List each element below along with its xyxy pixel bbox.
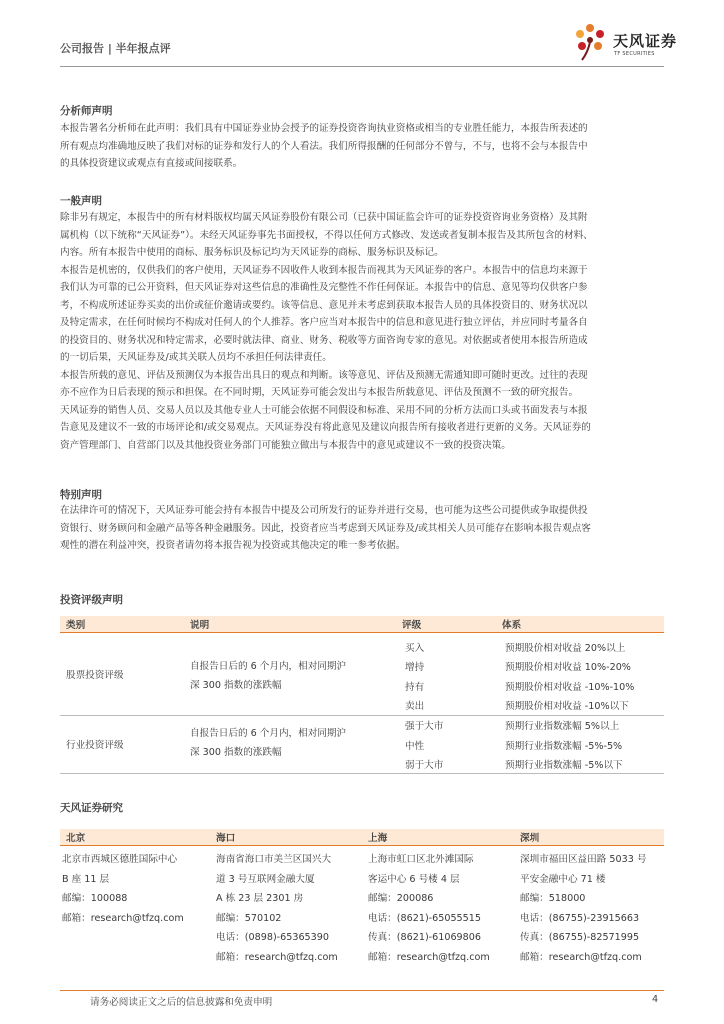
office-line: 平安金融中心 71 楼 [520, 873, 606, 885]
paragraph-line: 本报告所载的意见、评估及预测仅为本报告出具日的观点和判断。该等意见、评估及预测无需通知即可随时更改。过往的表现 [60, 369, 588, 381]
office-shanghai-details [368, 850, 490, 967]
office-line: 邮编：570102 [216, 912, 282, 924]
col-header-rating: 评级 [402, 620, 422, 631]
table-bottom-border [60, 773, 664, 774]
flower-logo-icon [568, 22, 612, 62]
brand-name-en: TF SECURITIES [614, 51, 655, 57]
paragraph-line: 在法律许可的情况下，天风证券可能会持有本报告中提及公司所发行的证券并进行交易，也可能为这些公司提供或争取提供投 [60, 505, 588, 516]
office-line: 传真：(86755)-82571995 [520, 932, 640, 943]
paragraph-line: 及特定需求，在任何时候均不构成对任何人的个人推荐。客户应当对本报告中的信息和意见进行独立评估，并应同时考量各自 [60, 317, 588, 328]
office-line: 客运中心 6 号楼 4 层 [368, 873, 460, 885]
footer-disclaimer: 请务必阅读正文之后的信息披露和免责申明 [90, 997, 273, 1008]
rating-cell: 持有 [405, 682, 425, 693]
office-line: 上海市虹口区北外滩国际 [368, 854, 474, 865]
rating-cell: 卖出 [405, 701, 425, 712]
rating-cell: 增持 [405, 662, 425, 673]
rating-table-header [60, 616, 664, 633]
paragraph-line: 的一切后果，天风证券及/或其关联人员均不承担任何法律责任。 [60, 352, 332, 363]
col-header-category: 类别 [66, 620, 86, 631]
stock-description-line: 深 300 指数的涨跌幅 [190, 680, 282, 691]
special-statement-title: 特别声明 [60, 489, 102, 501]
office-line: 电话：(0898)-65365390 [216, 932, 329, 943]
report-type-title: 公司报告 | 半年报点评 [60, 42, 171, 55]
paragraph-line: 本报告署名分析师在此声明：我们具有中国证券业协会授予的证券投资咨询执业资格或相当的专业胜任能力，本报告所表述的 [60, 123, 588, 134]
office-line: 电话：(8621)-65055515 [368, 912, 481, 924]
rating-statement-title: 投资评级声明 [60, 594, 123, 606]
category-industry: 行业投资评级 [66, 740, 124, 751]
col-header-system: 体系 [502, 620, 522, 631]
office-beijing-details [62, 850, 184, 928]
office-line: 邮箱：research@tfzq.com [520, 951, 642, 963]
industry-description-line: 自报告日后的 6 个月内，相对同期沪 [190, 728, 347, 739]
office-shenzhen-details [520, 850, 646, 967]
rating-cell: 强于大市 [405, 721, 444, 732]
system-cell: 预期行业指数涨幅 -5%-5% [505, 741, 623, 752]
paragraph-line: 内容。所有本报告中使用的商标、服务标识及标记均为天风证券的商标、服务标识及标记。 [60, 247, 444, 258]
general-statement-body [60, 209, 670, 454]
analyst-statement-body [60, 120, 670, 173]
office-line: 深圳市福田区益田路 5033 号 [520, 854, 647, 865]
header-divider [60, 66, 664, 67]
office-haikou-details [216, 850, 338, 967]
office-city-beijing: 北京 [66, 833, 86, 844]
office-line: 邮编：100088 [62, 893, 128, 904]
paragraph-line: 的投资目的、财务状况和特定需求，必要时就法律、商业、财务、税收等方面咨询专家的意见。对依据或者使用本报告所造成 [60, 334, 588, 346]
offices-header [60, 829, 664, 846]
system-cell: 预期股价相对收益 10%-20% [505, 662, 631, 673]
paragraph-line: 我们认为可靠的已公开资料，但天风证券对这些信息的准确性及完整性不作任何保证。本报告中的信息、意见等均仅供客户参 [60, 282, 588, 293]
brand-name-cn: 天风证券 [613, 32, 678, 50]
brand-logo [568, 22, 678, 62]
office-line: B 座 11 层 [62, 873, 110, 885]
office-line: 邮编：518000 [520, 893, 586, 904]
paragraph-line: 所有观点均准确地反映了我们对标的证券和发行人的个人看法。我们所得报酬的任何部分不曾与，不与，也将不会与本报告中 [60, 140, 588, 152]
paragraph-line: 资银行、财务顾问和金融产品等各种金融服务。因此，投资者应当考虑到天风证券及/或其相关人员可能存在影响本报告观点客 [60, 522, 591, 534]
rating-cell: 中性 [405, 741, 425, 752]
paragraph-line: 亦不应作为日后表现的预示和担保。在不同时期，天风证券可能会发出与本报告所载意见、评估及预测不一致的研究报告。 [60, 387, 579, 398]
office-line: 传真：(8621)-61069806 [368, 932, 481, 943]
industry-description-line: 深 300 指数的涨跌幅 [190, 747, 282, 758]
paragraph-line: 的具体投资建议或观点有直接或间接联系。 [60, 158, 243, 169]
system-cell: 预期股价相对收益 -10%以下 [505, 701, 629, 712]
office-line: 邮箱：research@tfzq.com [62, 912, 184, 924]
office-line: 北京市西城区德胜国际中心 [62, 854, 178, 865]
paragraph-line: 考，不构成所述证券买卖的出价或征价邀请或要约。该等信息、意见并未考虑到获取本报告人员的具体投资目的、财务状况以 [60, 299, 588, 311]
general-statement-title: 一般声明 [60, 195, 102, 207]
system-cell: 预期行业指数涨幅 5%以上 [505, 721, 620, 732]
office-line: 道 3 号互联网金融大厦 [216, 873, 315, 885]
category-stock: 股票投资评级 [66, 670, 124, 681]
research-title: 天风证券研究 [60, 802, 123, 814]
special-statement-body [60, 502, 670, 555]
footer-divider [60, 990, 664, 991]
office-city-shenzhen: 深圳 [520, 833, 540, 844]
paragraph-line: 观性的潜在利益冲突，投资者请勿将本报告视为投资或其他决定的唯一参考依据。 [60, 540, 406, 551]
office-line: A 栋 23 层 2301 房 [216, 893, 304, 904]
office-line: 海南省海口市美兰区国兴大 [216, 854, 332, 865]
stock-description-line: 自报告日后的 6 个月内，相对同期沪 [190, 661, 347, 672]
office-city-shanghai: 上海 [368, 833, 388, 844]
system-cell: 预期股价相对收益 20%以上 [505, 643, 626, 654]
office-line: 邮编：200086 [368, 893, 434, 904]
paragraph-line: 属机构（以下统称“天风证券”）。未经天风证券事先书面授权，不得以任何方式修改、发送或者复制本报告及其所包含的材料、 [60, 229, 593, 241]
col-header-description: 说明 [190, 620, 210, 631]
rating-cell: 弱于大市 [405, 760, 444, 771]
office-line: 邮箱：research@tfzq.com [368, 951, 490, 963]
office-line: 电话：(86755)-23915663 [520, 912, 640, 924]
rating-cell: 买入 [405, 643, 425, 654]
paragraph-line: 除非另有规定，本报告中的所有材料版权均属天风证券股份有限公司（已获中国证监会许可的证券投资咨询业务资格）及其附 [60, 212, 588, 223]
paragraph-line: 本报告是机密的，仅供我们的客户使用，天风证券不因收件人收到本报告而视其为天风证券的客户。本报告中的信息均来源于 [60, 264, 588, 276]
analyst-statement-title: 分析师声明 [60, 105, 113, 117]
paragraph-line: 资产管理部门、自营部门以及其他投资业务部门可能独立做出与本报告中的意见或建议不一致的投资决策。 [60, 439, 511, 451]
system-cell: 预期行业指数涨幅 -5%以下 [505, 760, 623, 771]
office-line: 邮箱：research@tfzq.com [216, 951, 338, 963]
office-city-haikou: 海口 [216, 833, 236, 844]
paragraph-line: 天风证券的销售人员、交易人员以及其他专业人士可能会依据不同假设和标准、采用不同的分析方法而口头或书面发表与本报 [60, 404, 588, 416]
paragraph-line: 告意见及建议不一致的市场评论和/或交易观点。天风证券没有将此意见及建议向报告所有接收者进行更新的义务。天风证券的 [60, 422, 591, 433]
page-number: 4 [652, 994, 659, 1005]
table-row-divider [60, 715, 664, 716]
system-cell: 预期股价相对收益 -10%-10% [505, 682, 635, 693]
